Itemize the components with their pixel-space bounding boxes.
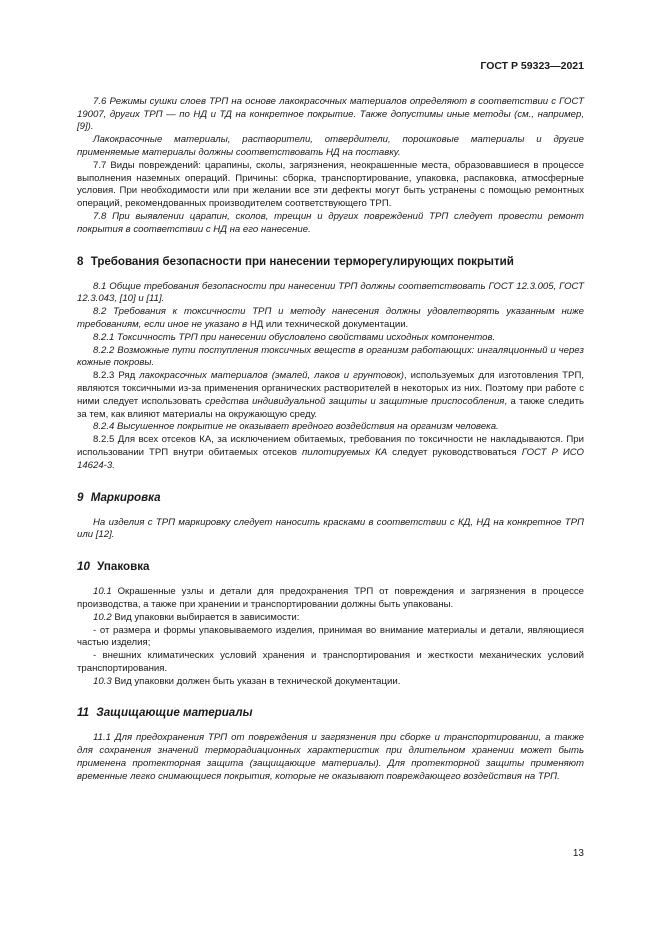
p823-part-d: средства индивидуальной защиты и защитные приспособления bbox=[205, 395, 505, 407]
p823-part-e: , а также следить за тем, как влияют материалы на окружающую среду. bbox=[77, 395, 584, 420]
paragraph-7-6: 7.6 Режимы сушки слоев ТРП на основе лакокрасочных материалов определяют в соответствии с ГОСТ 19007, других ТРП — по НД и ТД на конкретное покрытие. Также допустимы иные методы (см., например, [9]). bbox=[77, 95, 584, 133]
section-9-number: 9 bbox=[77, 490, 84, 504]
list-item-climate: - внешних климатических условий хранения и транспортирования и жесткости механических условий транспортирования. bbox=[77, 650, 584, 674]
section-11-heading bbox=[77, 706, 584, 720]
p823-part-a: 8.2.3 Ряд bbox=[93, 370, 140, 382]
p101-number: 10.1 bbox=[93, 586, 112, 598]
paragraph-8-2-italic: 8.2 Требования к токсичности ТРП и методу нанесения должны удовлетворять указанным ниже требованиям, если иное не указано в bbox=[77, 306, 584, 330]
p102-text: Вид упаковки выбирается в зависимости: bbox=[111, 611, 300, 623]
paragraph-7-8: 7.8 При выявлении царапин, сколов, трещин и других повреждений ТРП следует провести ремонт покрытия в соответствии с НД на его нанесение. bbox=[77, 210, 584, 235]
paragraph-8-2-rest: НД или технической документации. bbox=[247, 318, 409, 330]
paragraph-7-7: 7.7 Виды повреждений: царапины, сколы, загрязнения, неокрашенные места, образовавшиеся в процессе выполнения наземных операций. Причины: сборка, транспортирование, упаковка, распаковка, атмосферные условия. При необходимости или при желании все эти дефекты могут быть устранены с помощью ремонтных операций, рекомендованных производителем соответствующего ТРП. bbox=[77, 159, 584, 210]
document-header: ГОСТ Р 59323—2021 bbox=[480, 60, 584, 72]
p103-text: Вид упаковки должен быть указан в технической документации. bbox=[111, 675, 401, 687]
section-8-number: 8 bbox=[77, 254, 84, 268]
paragraph-8-1: 8.1 Общие требования безопасности при нанесении ТРП должны соответствовать ГОСТ 12.3.005, ГОСТ 12.3.043, [10] и [11]. bbox=[77, 280, 584, 305]
p102-number: 10.2 bbox=[93, 611, 112, 623]
p823-part-b: лакокрасочных материалов (эмалей, лаков и грунтовок) bbox=[139, 370, 405, 382]
p825-part-a: 8.2.5 Для всех отсеков КА, за исключением обитаемых, требования по токсичности не накладываются. При использовании ТРП внутри обитаемых отсеков bbox=[77, 434, 584, 458]
paragraph-9: На изделия с ТРП маркировку следует наносить красками в соответствии с КД, НД на конкретное ТРП или [12]. bbox=[77, 516, 584, 541]
p825-part-d: ГОСТ Р ИСО 14624-3. bbox=[77, 446, 584, 471]
paragraph-10-3 bbox=[77, 676, 584, 689]
section-10-title: Упаковка bbox=[97, 560, 150, 574]
section-11-title: Защищающие материалы bbox=[96, 706, 253, 720]
section-10-number: 10 bbox=[77, 560, 90, 574]
paragraph-8-2-4: 8.2.4 Высушенное покрытие не оказывает вредного воздействия на организм человека. bbox=[93, 421, 499, 433]
p103-number: 10.3 bbox=[93, 675, 112, 687]
section-8-title: Требования безопасности при нанесении терморегулирующих покрытий bbox=[90, 254, 514, 268]
section-10-heading bbox=[77, 560, 584, 574]
section-8-heading bbox=[77, 255, 584, 269]
paragraph-8-2-2: 8.2.2 Возможные пути поступления токсичных веществ в организм работающих: ингаляционный и через кожные покровы. bbox=[77, 344, 584, 369]
paragraph-8-2 bbox=[77, 306, 584, 332]
page-number: 13 bbox=[572, 848, 584, 859]
paragraph-10-2 bbox=[77, 612, 584, 625]
p101-text: Окрашенные узлы и детали для предохранения ТРП от повреждения и загрязнения в процессе производства, а также при хранении и транспортировании должны быть упакованы. bbox=[77, 586, 584, 610]
section-9-title: Маркировка bbox=[90, 490, 161, 504]
paragraph-11-1: 11.1 Для предохранения ТРП от повреждения и загрязнения при сборке и транспортировании, а также для сохранения значений терморадиационных характеристик при длительном хранении может быть применена протекторная защита (защищающие материалы). Для протекторной защиты применяют временные легко снимающиеся покрытия, которые не оказывают повреждающего воздействия на ТРП. bbox=[77, 732, 584, 782]
paragraph-8-2-5 bbox=[77, 434, 584, 472]
p823-part-c: , используемых для изготовления ТРП, являются токсичными из-за применения органических растворителей в некоторых из них. Поэтому при работе с ними следует использовать bbox=[77, 370, 585, 407]
p825-part-c: следует руководствоваться bbox=[387, 446, 522, 458]
p825-part-b: пилотируемых КА bbox=[302, 446, 388, 458]
section-9-heading bbox=[77, 491, 584, 505]
paragraph-7-6-materials: Лакокрасочные материалы, растворители, отвердители, порошковые материалы и другие применяемые материалы должны соответствовать НД на поставку. bbox=[77, 134, 584, 158]
list-item-size-shape: - от размера и формы упаковываемого изделия, принимая во внимание материалы и детали, являющиеся частью изделия; bbox=[77, 624, 584, 649]
paragraph-8-2-1: 8.2.1 Токсичность ТРП при нанесении обусловлено свойствами исходных компонентов. bbox=[93, 331, 496, 343]
section-11-number: 11 bbox=[77, 706, 90, 720]
paragraph-8-2-3 bbox=[77, 370, 584, 421]
paragraph-10-1 bbox=[77, 586, 584, 612]
